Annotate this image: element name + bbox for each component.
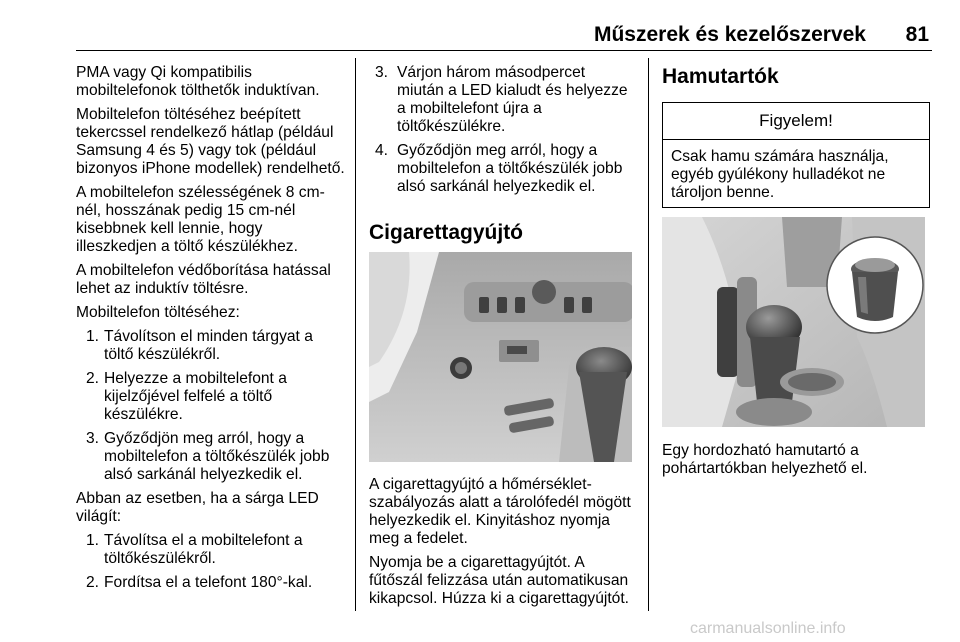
- cigarette-lighter-image: [369, 252, 632, 462]
- led-steps-list: [76, 532, 346, 592]
- paragraph: Nyomja be a cigarettagyújtót. A fűtőszál felizzása után automatikusan kikapcsol. Húzza ki a cigarettagyújtót.: [369, 554, 630, 607]
- chapter-title: Műszerek és kezelőszervek: [593, 23, 866, 46]
- cigarette-lighter-caption: [369, 476, 635, 614]
- warning-text: Csak hamu számára használja, egyéb gyúlékony hulladékot ne tároljon benne.: [671, 148, 889, 201]
- page-number: 81: [905, 23, 929, 46]
- column-divider: [355, 58, 356, 611]
- page-header: [76, 0, 932, 51]
- list-item: 3. Várjon három másodpercet miután a LED kialudt és helyezze a mobiltelefont újra a töltőkészülékre.: [375, 64, 628, 135]
- ashtray-caption: Egy hordozható hamutartó a pohártartókban helyezhető el.: [662, 442, 868, 477]
- paragraph: Abban az esetben, ha a sárga LED világít:: [76, 490, 319, 525]
- paragraph: Mobiltelefon töltéséhez:: [76, 304, 240, 321]
- warning-title: Figyelem!: [663, 103, 929, 140]
- watermark: carmanualsonline.info: [690, 620, 846, 637]
- list-item: 1. Távolítson el minden tárgyat a töltő készülékről.: [86, 328, 313, 363]
- list-item: 3. Győződjön meg arról, hogy a mobiltelefon a töltőkészülék jobb alsó sarkánál helyezkedik el.: [86, 430, 330, 483]
- list-item: 1. Távolítsa el a mobiltelefont a töltőkészülékről.: [86, 532, 303, 567]
- list-item: 2. Fordítsa el a telefont 180°-kal.: [86, 574, 313, 591]
- ashtray-image: [662, 217, 925, 427]
- list-item: 2. Helyezze a mobiltelefont a kijelzőjével felfelé a töltő készülékre.: [86, 370, 287, 423]
- section-title-cigarette-lighter: Cigarettagyújtó: [369, 221, 524, 244]
- column-divider: [648, 58, 649, 611]
- paragraph: A cigarettagyújtó a hőmérséklet-szabályozás alatt a tárolófedél mögött helyezkedik el. Kinyitáshoz nyomja meg a fedelet.: [369, 476, 631, 547]
- paragraph: A mobiltelefon védőborítása hatással lehet az induktív töltésre.: [76, 262, 331, 297]
- paragraph: Mobiltelefon töltéséhez beépített tekercssel rendelkező hátlap (például Samsung 4 és 5) vagy tok (például bizonyos iPhone modellek) rendelhető.: [76, 106, 345, 177]
- paragraph: A mobiltelefon szélességének 8 cm-nél, hosszának pedig 15 cm-nél kisebbnek kell lennie, hogy illeszkedjen a töltő készülékhez.: [76, 184, 325, 255]
- paragraph: PMA vagy Qi kompatibilis mobiltelefonok tölthetők induktívan.: [76, 64, 320, 99]
- warning-box: [662, 102, 930, 208]
- charging-steps-list: [76, 328, 346, 484]
- led-steps-list-cont: [369, 64, 635, 196]
- list-item: 4. Győződjön meg arról, hogy a mobiltelefon a töltőkészülék jobb alsó sarkánál helyezkedik el.: [375, 142, 623, 195]
- section-title-ashtrays: Hamutartók: [662, 65, 779, 88]
- column-middle: [369, 64, 635, 202]
- column-left: [76, 64, 346, 598]
